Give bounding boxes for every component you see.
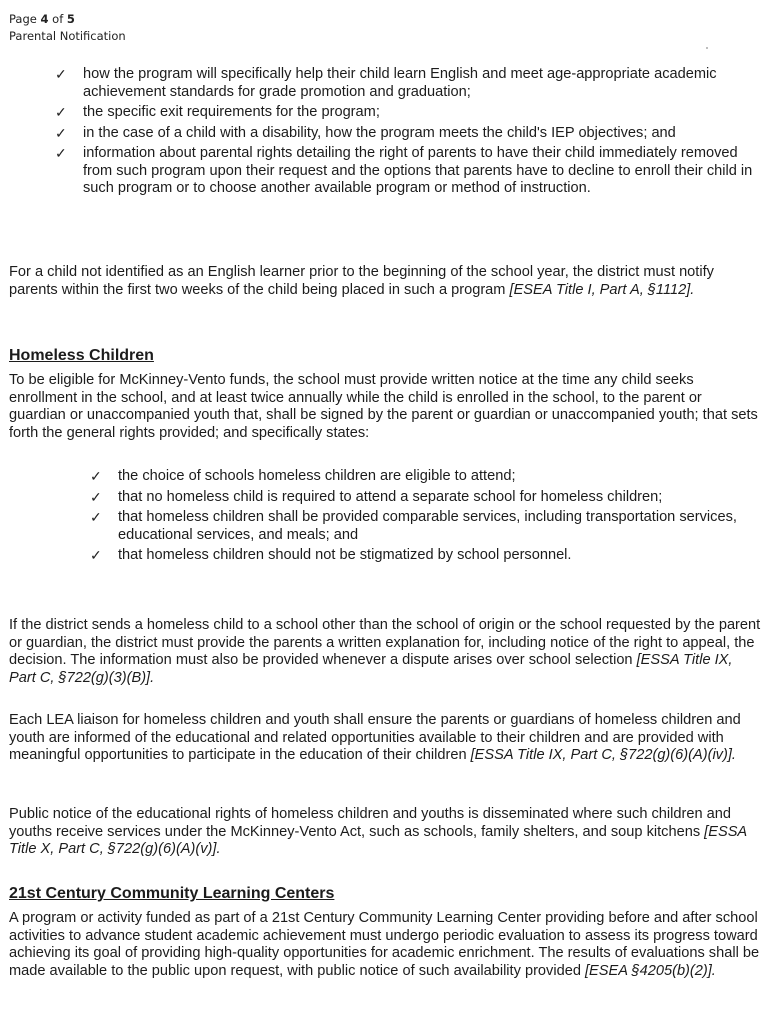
check-icon: ✓ (90, 509, 102, 525)
check-icon: ✓ (55, 124, 67, 141)
lea-liaison-paragraph: Each LEA liaison for homeless children and youth shall ensure the parents or guardians of homeless children and youth are informed of the educational and related opportunities available to their children and are provided with meaningful opportunities to participate in the education of their children [ESSA Title IX, Part C, §722(g)(6)(A)(iv)]. (9, 712, 741, 763)
list-item: ✓ the specific exit requirements for the program; (55, 104, 380, 120)
english-learner-paragraph: For a child not identified as an English learner prior to the beginning of the school year, the district must notify parents within the first two weeks of the child being placed in such a program [ESEA Title I, Part A, §1112]. (9, 264, 714, 298)
citation: [ESSA Title IX, Part C, §722(g)(3)(B)]. (9, 652, 733, 686)
list-item: ✓ that homeless children should not be stigmatized by school personnel. (90, 547, 572, 563)
school-of-origin-paragraph: If the district sends a homeless child to a school other than the school of origin or the school requested by the parent or guardian, the district must provide the parents a written explanation for, including notice of the right to appeal, the decision. The information must also be provided whenever a dispute arises over school selection [ESSA Title IX, Part C, §722(g)(3)(B)]. (9, 617, 761, 686)
list-item: ✓ how the program will specifically help their child learn English and meet age-appropriate academic achievement standards for grade promotion and graduation; (55, 66, 717, 100)
list-item: ✓ information about parental rights detailing the right of parents to have their child immediately removed from such program upon their request and the options that parents have to decline to enroll their child in such program or to choose another available program or method of instruction. (55, 145, 753, 196)
check-icon: ✓ (90, 547, 102, 563)
citation: [ESSA Title X, Part C, §722(g)(6)(A)(v)]. (9, 823, 747, 857)
citation: [ESEA §4205(b)(2)]. (585, 962, 716, 979)
citation: [ESEA Title I, Part A, §1112]. (509, 281, 695, 298)
check-icon: ✓ (90, 488, 102, 505)
scan-speck (706, 47, 708, 49)
list-item: ✓ that homeless children shall be provided comparable services, including transportation services, educational services, and meals; and (90, 509, 737, 543)
public-notice-paragraph: Public notice of the educational rights of homeless children and youths is disseminated where such children and youths receive services under the McKinney-Vento Act, such as schools, family shelters, and soup kitchens [ESSA Title X, Part C, §722(g)(6)(A)(v)]. (9, 806, 747, 857)
check-icon: ✓ (90, 468, 102, 484)
citation: [ESSA Title IX, Part C, §722(g)(6)(A)(iv)]. (470, 747, 736, 763)
document-title: Parental Notification (9, 29, 126, 43)
homeless-children-heading: Homeless Children (9, 347, 154, 364)
list-item: ✓ the choice of schools homeless children are eligible to attend; (90, 468, 516, 484)
list-item: ✓ in the case of a child with a disability, how the program meets the child's IEP objectives; and (55, 124, 676, 141)
page-header (9, 11, 126, 45)
homeless-rights-checklist (90, 468, 765, 568)
cclc-heading: 21st Century Community Learning Centers (9, 885, 335, 902)
check-icon: ✓ (55, 145, 67, 161)
check-icon: ✓ (55, 104, 67, 120)
homeless-intro-paragraph: To be eligible for McKinney-Vento funds, the school must provide written notice at the time any child seeks enrollment in the school, and at least twice annually while the child is enrolled in the school, to the parent or guardian or unaccompanied youth that, shall be signed by the parent or guardian or unaccompanied youth; that sets forth the general rights provided; and specifically states: (9, 372, 758, 441)
check-icon: ✓ (55, 66, 67, 82)
cclc-paragraph: A program or activity funded as part of a 21st Century Community Learning Center providing before and after school activities to advance student academic achievement must undergo periodic evaluation to assess its progress toward achieving its goal of providing high-quality opportunities for academic enrichment. The results of evaluations shall be made available to the public upon request, with public notice of such availability provided [ESEA §4205(b)(2)]. (9, 910, 760, 979)
list-item: ✓ that no homeless child is required to attend a separate school for homeless children; (90, 488, 663, 505)
program-info-checklist (55, 66, 767, 201)
page-number: Page 4 of 5 (9, 12, 75, 26)
